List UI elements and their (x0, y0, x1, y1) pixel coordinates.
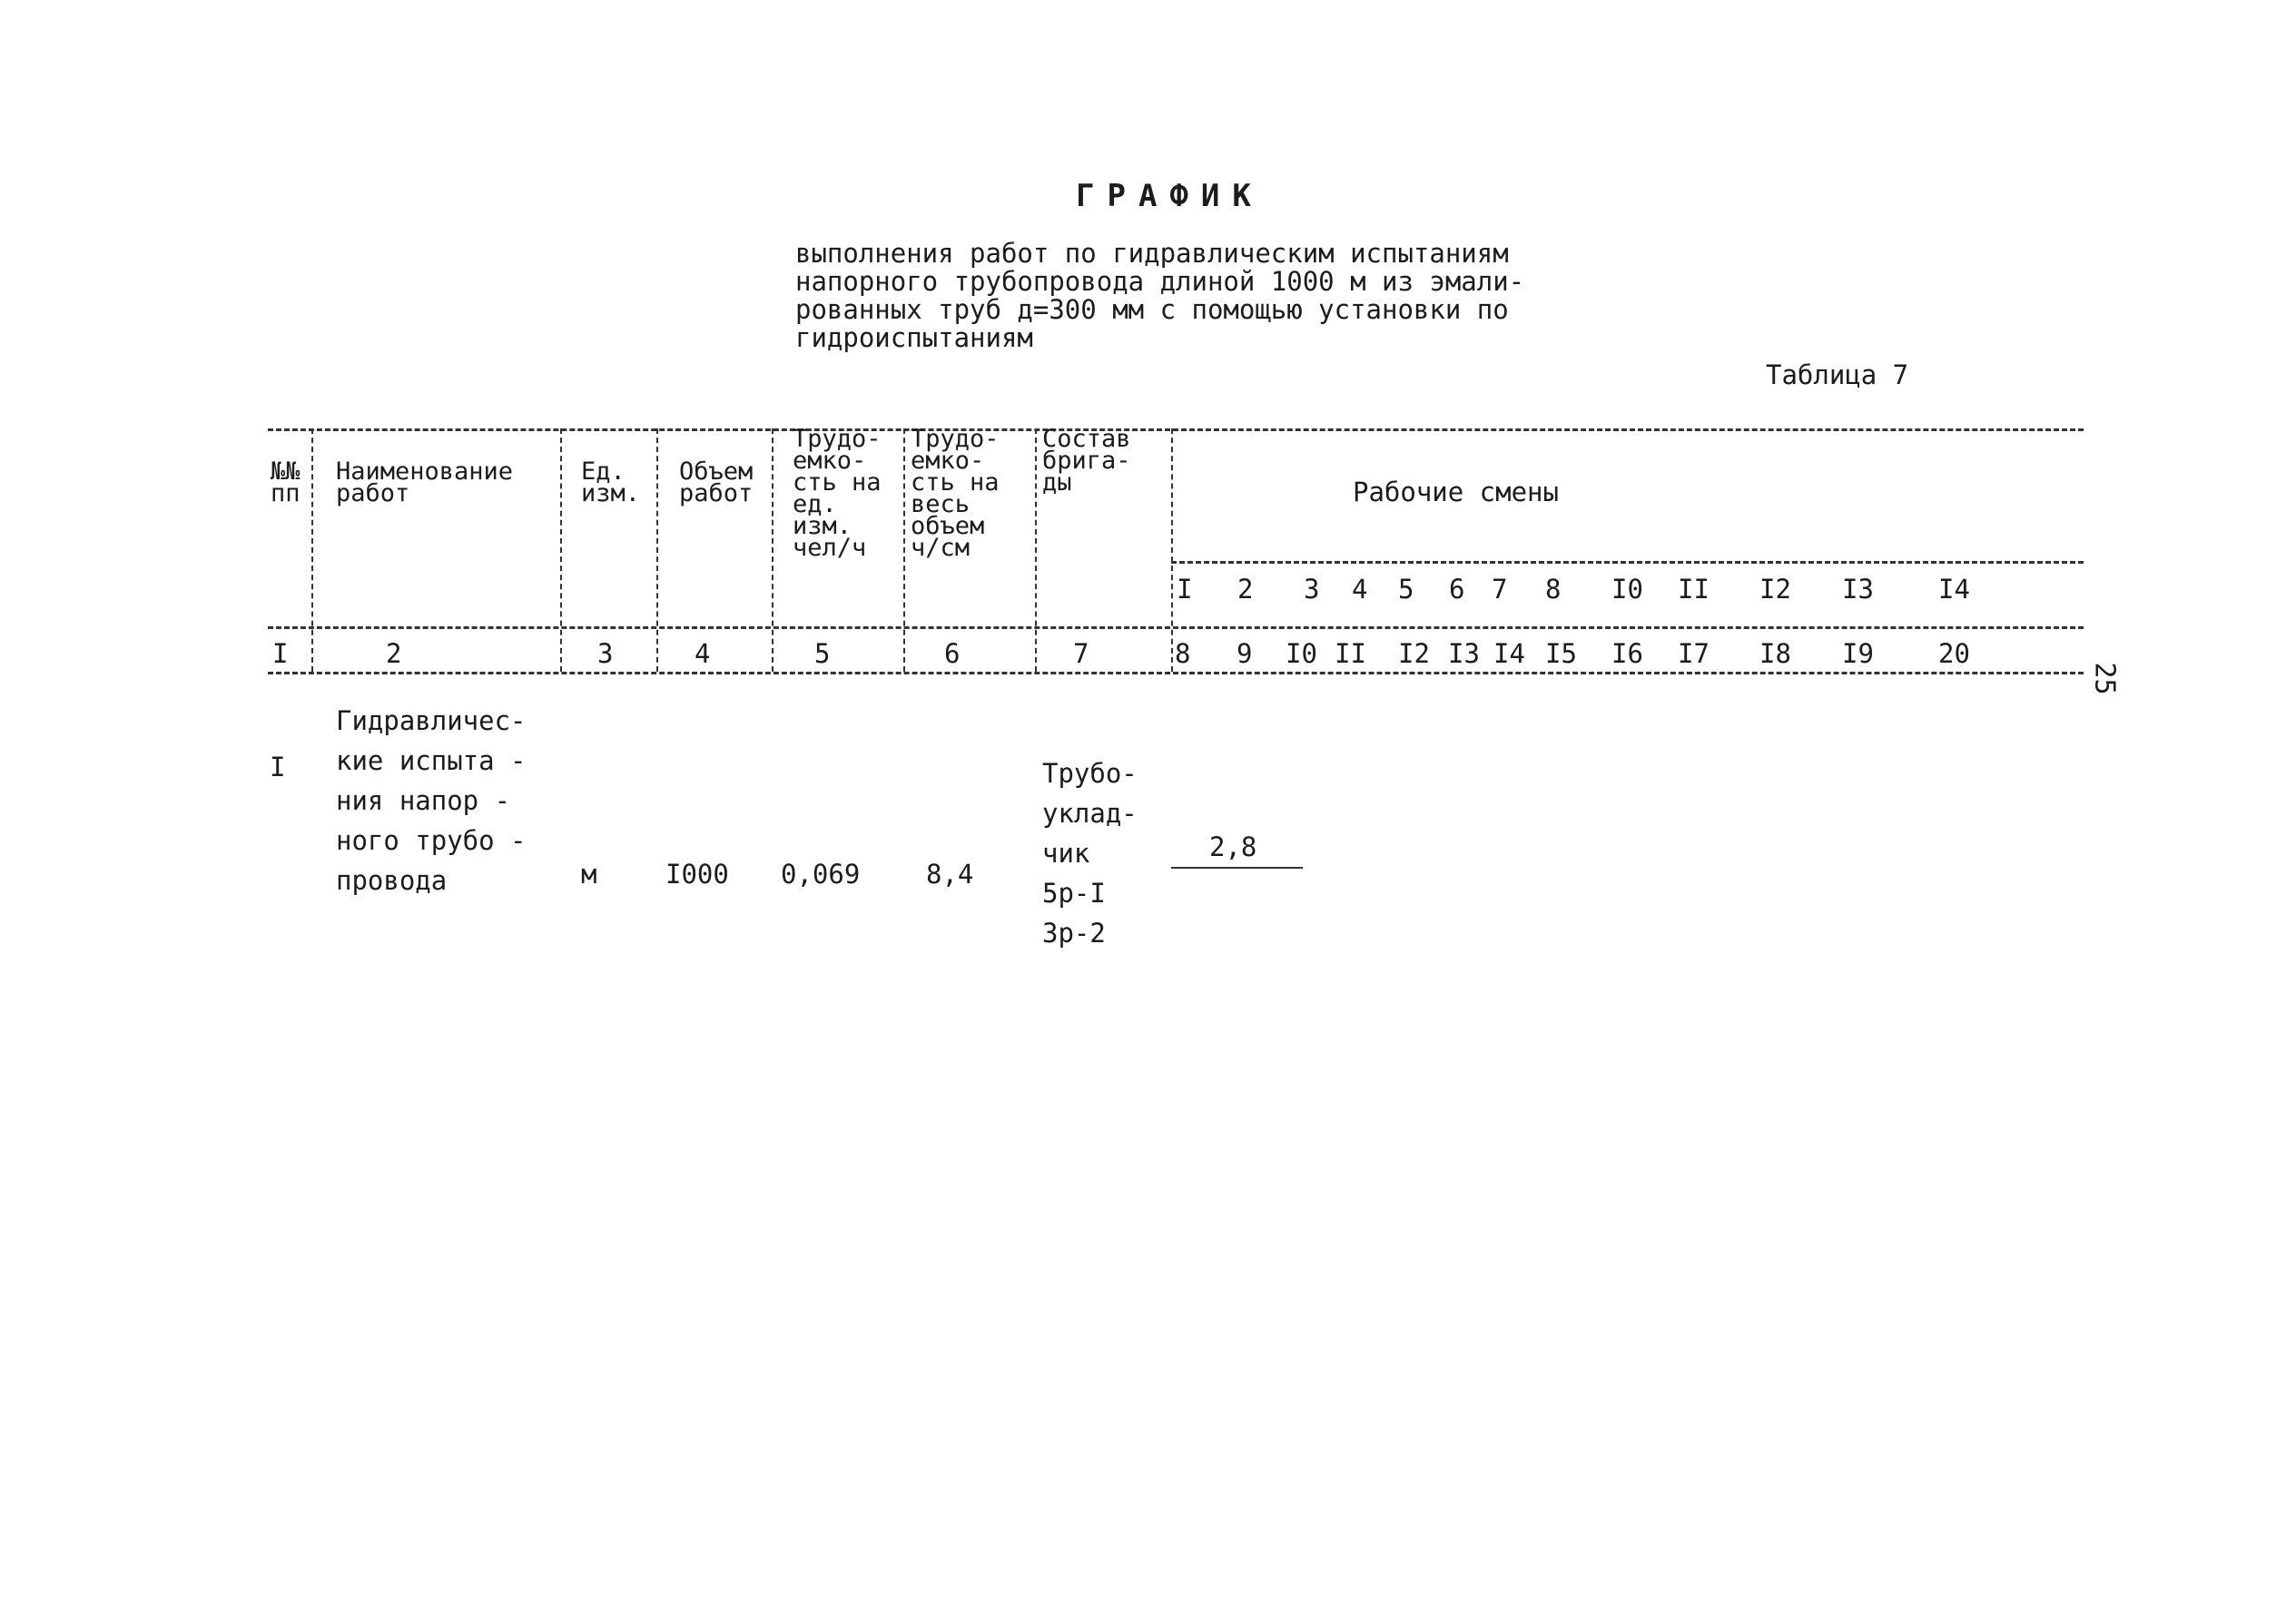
col-divider (903, 428, 905, 672)
row-name: Гидравличес- кие испыта - ния напор - ного трубо - провода (336, 705, 527, 896)
col-divider (1171, 428, 1173, 672)
shift-number: 5 (1398, 574, 1414, 605)
column-number: I (272, 638, 289, 669)
header-shifts: Рабочие смены (1353, 477, 1559, 507)
header-bottom-border (268, 626, 2084, 629)
column-number: I2 (1398, 638, 1430, 669)
column-number: I0 (1286, 638, 1317, 669)
column-number: I9 (1842, 638, 1874, 669)
column-number: 5 (814, 638, 831, 669)
col-divider (311, 428, 313, 672)
column-number: I3 (1448, 638, 1480, 669)
shift-number: II (1678, 574, 1710, 605)
row-labor-unit: 0,069 (781, 859, 861, 890)
column-numbers-border (268, 672, 2084, 674)
column-number: 2 (386, 638, 402, 669)
schedule-bar (1171, 867, 1303, 869)
shift-number: 6 (1449, 574, 1465, 605)
header-crew: Состав брига- ды (1042, 425, 1131, 497)
shift-divider (1171, 561, 2084, 564)
column-number: 7 (1073, 638, 1089, 669)
page-number: 25 (2088, 662, 2121, 695)
column-number: 9 (1237, 638, 1253, 669)
shift-number: 7 (1492, 574, 1508, 605)
column-number: 6 (944, 638, 961, 669)
shift-number: I3 (1842, 574, 1874, 605)
header-unit: Ед. изм. (581, 457, 641, 507)
row-num: I (270, 752, 286, 782)
column-number: I7 (1678, 638, 1710, 669)
column-number: II (1335, 638, 1366, 669)
column-number: 20 (1938, 638, 1970, 669)
col-divider (1035, 428, 1037, 672)
shift-number: 2 (1237, 574, 1254, 605)
row-unit: м (581, 859, 597, 890)
shift-number: I0 (1611, 574, 1643, 605)
column-number: I6 (1611, 638, 1643, 669)
shift-number: I (1177, 574, 1193, 605)
document-subtitle: выполнения работ по гидравлическим испытаниям напорного трубопровода длиной 1000 м из эмали- рованных труб д=300 мм с помощью установки по гидроиспытаниям (795, 238, 1525, 353)
column-number: 4 (695, 638, 711, 669)
row-volume: I000 (665, 859, 729, 890)
table-number: Таблица 7 (1766, 359, 1909, 390)
schedule-bar-label: 2,8 (1209, 831, 1257, 862)
col-divider (656, 428, 658, 672)
shift-number: I4 (1938, 574, 1970, 605)
row-labor-total: 8,4 (926, 859, 974, 890)
header-num: №№ пп (271, 457, 301, 507)
header-labor-total: Трудо- емко- сть на весь объем ч/см (911, 425, 1000, 562)
column-number: I5 (1545, 638, 1577, 669)
column-number: I8 (1759, 638, 1791, 669)
document-title: ГРАФИК (1076, 178, 1264, 214)
shift-number: I2 (1759, 574, 1791, 605)
col-divider (772, 428, 774, 672)
shift-number: 8 (1545, 574, 1562, 605)
table-top-border (268, 428, 2084, 431)
header-labor-unit: Трудо- емко- сть на ед. изм. чел/ч (793, 425, 882, 562)
column-number: I4 (1493, 638, 1525, 669)
shift-number: 4 (1352, 574, 1368, 605)
row-crew: Трубо- уклад- чик 5р-I 3р-2 (1042, 758, 1138, 949)
column-number: 3 (597, 638, 614, 669)
shift-number: 3 (1304, 574, 1320, 605)
header-volume: Объем работ (679, 457, 754, 507)
col-divider (560, 428, 562, 672)
column-number: 8 (1175, 638, 1191, 669)
header-name: Наименование работ (336, 457, 514, 507)
